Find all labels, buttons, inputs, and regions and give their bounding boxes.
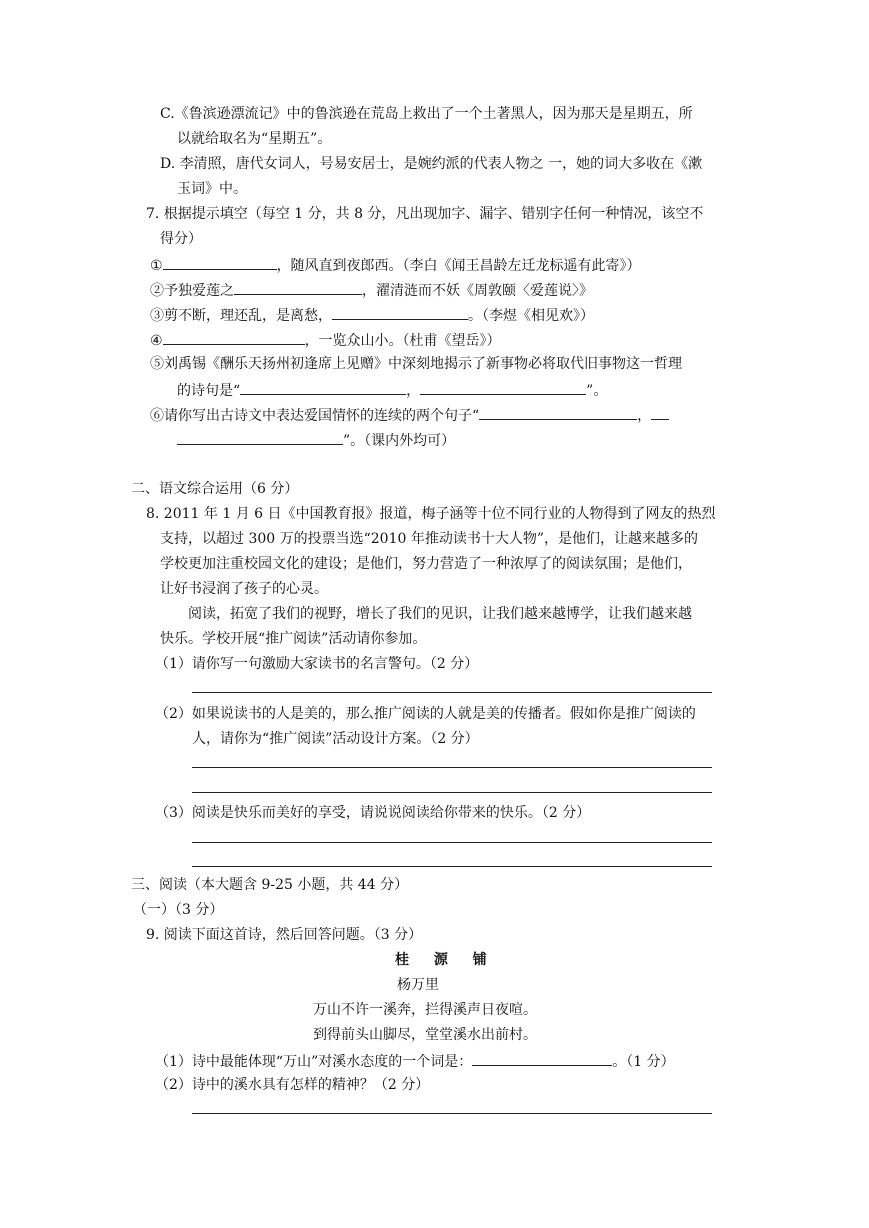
fill-in-blank[interactable]: [177, 429, 343, 445]
q8-para2-line2: 快乐。学校开展“推广阅读”活动请你参加。: [160, 631, 427, 647]
fill-in-blank[interactable]: [332, 304, 468, 320]
fill-in-blank[interactable]: [163, 329, 305, 345]
q7-item-5-line1: ⑤刘禹锡《酬乐天扬州初逢席上见赠》中深刻地揭示了新事物必将取代旧事物这一哲理: [150, 356, 682, 372]
q7-item-6-line2: [177, 429, 455, 451]
q6-option-c-line2: 以就给取名为“星期五”。: [177, 131, 332, 147]
fill-in-blank[interactable]: [472, 1050, 612, 1066]
q6-option-d-line2: 玉词》中。: [177, 181, 247, 197]
q7-item-6-mid: ，: [637, 408, 652, 424]
q6-option-d-line1: D. 李清照，唐代女词人，号易安居士，是婉约派的代表人物之 一，她的词大多收在《漱: [160, 156, 703, 172]
q8-sub3: （3）阅读是快乐而美好的享受，请说说阅读给你带来的快乐。（2 分）: [155, 805, 591, 821]
fill-in-blank[interactable]: [420, 379, 586, 395]
q7-item-5-prefix: 的诗句是“: [177, 383, 241, 399]
q7-item-6-prefix: ⑥请你写出古诗文中表达爱国情怀的连续的两个句子“: [150, 408, 480, 424]
q7-item-1-prefix: ①: [150, 258, 163, 274]
q7-item-2-prefix: ②予独爱莲之: [150, 283, 234, 299]
q7-item-3-prefix: ③剪不断，理还乱，是离愁，: [150, 308, 332, 324]
q7-item-5-suffix: ”。: [586, 383, 608, 399]
q7-item-5-line2: [177, 379, 607, 401]
q9-stem: 9. 阅读下面这首诗，然后回答问题。（3 分）: [146, 927, 423, 943]
fill-in-blank[interactable]: [651, 404, 669, 420]
q9-sub1-prefix: （1）诗中最能体现“万山”对溪水态度的一个词是：: [155, 1054, 473, 1070]
poem-line-1: 万山不许一溪奔，拦得溪声日夜喧。: [313, 1002, 537, 1018]
fill-in-blank[interactable]: [163, 254, 277, 270]
q7-item-4: [150, 329, 501, 351]
q7-item-3-suffix: 。（李煜《相见欢》）: [468, 308, 594, 324]
q8-sub2-line1: （2）如果说读书的人是美的，那么推广阅读的人就是美的传播者。假如你是推广阅读的: [155, 706, 696, 722]
poem-line-2: 到得前头山脚尽，堂堂溪水出前村。: [313, 1027, 537, 1043]
q8-sub2-line2: 人，请你为“推广阅读”活动设计方案。（2 分）: [192, 731, 479, 747]
q6-option-c-line1: C.《鲁滨逊漂流记》中的鲁滨逊在荒岛上救出了一个土著黑人，因为那天是星期五，所: [160, 106, 693, 122]
poem-author: 杨万里: [397, 977, 439, 993]
section-2-heading: 二、语文综合运用（6 分）: [131, 481, 299, 497]
fill-in-blank[interactable]: [240, 379, 406, 395]
answer-line[interactable]: [192, 692, 712, 693]
poem-title: 桂 源 铺: [395, 952, 497, 968]
q7-item-4-suffix: ，一览众山小。（杜甫《望岳》）: [304, 333, 501, 349]
q8-para2-line1: 阅读，拓宽了我们的视野，增长了我们的见识，让我们越来越博学，让我们越来越: [188, 606, 692, 622]
answer-line[interactable]: [192, 1113, 712, 1114]
q7-item-1: [150, 254, 641, 276]
q7-item-1-suffix: ，随风直到夜郎西。（李白《闻王昌龄左迁龙标遥有此寄》）: [276, 258, 641, 274]
q7-item-5-mid: ，: [406, 383, 421, 399]
answer-line[interactable]: [192, 792, 712, 793]
answer-line[interactable]: [192, 842, 712, 843]
q7-item-6-suffix: ”。（课内外均可）: [343, 433, 456, 449]
section-3-part-1: （一）（3 分）: [133, 902, 224, 918]
q9-sub1-suffix: 。（1 分）: [612, 1054, 675, 1070]
q8-sub1: （1）请你写一句激励大家读书的名言警句。（2 分）: [155, 656, 479, 672]
answer-line[interactable]: [192, 767, 712, 768]
q7-item-2: [150, 279, 593, 301]
fill-in-blank[interactable]: [479, 404, 637, 420]
q7-item-6-line1: [150, 404, 669, 426]
q8-para1-line3: 学校更加注重校园文化的建设；是他们，努力营造了一种浓厚了的阅读氛围；是他们，: [160, 556, 692, 572]
q7-stem-line2: 得分）: [160, 231, 202, 247]
q8-para1-line2: 支持，以超过 300 万的投票当选“2010 年推动读书十大人物”，是他们，让越来越多的: [160, 531, 699, 547]
q8-para1-line1: 8. 2011 年 1 月 6 日《中国教育报》报道，梅子涵等十位不同行业的人物得到了网友的热烈: [146, 506, 716, 522]
answer-line[interactable]: [192, 866, 712, 867]
q7-item-3: [150, 304, 594, 326]
q9-sub1: [155, 1050, 675, 1072]
q7-item-4-prefix: ④: [150, 333, 163, 349]
q7-stem-line1: 7. 根据提示填空（每空 1 分，共 8 分，凡出现加字、漏字、错别字任何一种情况，该空不: [146, 206, 704, 222]
fill-in-blank[interactable]: [234, 279, 362, 295]
q7-item-2-suffix: ，濯清涟而不妖《周敦颐〈爱莲说〉》: [362, 283, 593, 299]
q9-sub2: （2）诗中的溪水具有怎样的精神？（2 分）: [155, 1077, 430, 1093]
q8-para1-line4: 让好书浸润了孩子的心灵。: [160, 581, 328, 597]
section-3-heading: 三、阅读（本大题含 9-25 小题，共 44 分）: [131, 877, 409, 893]
